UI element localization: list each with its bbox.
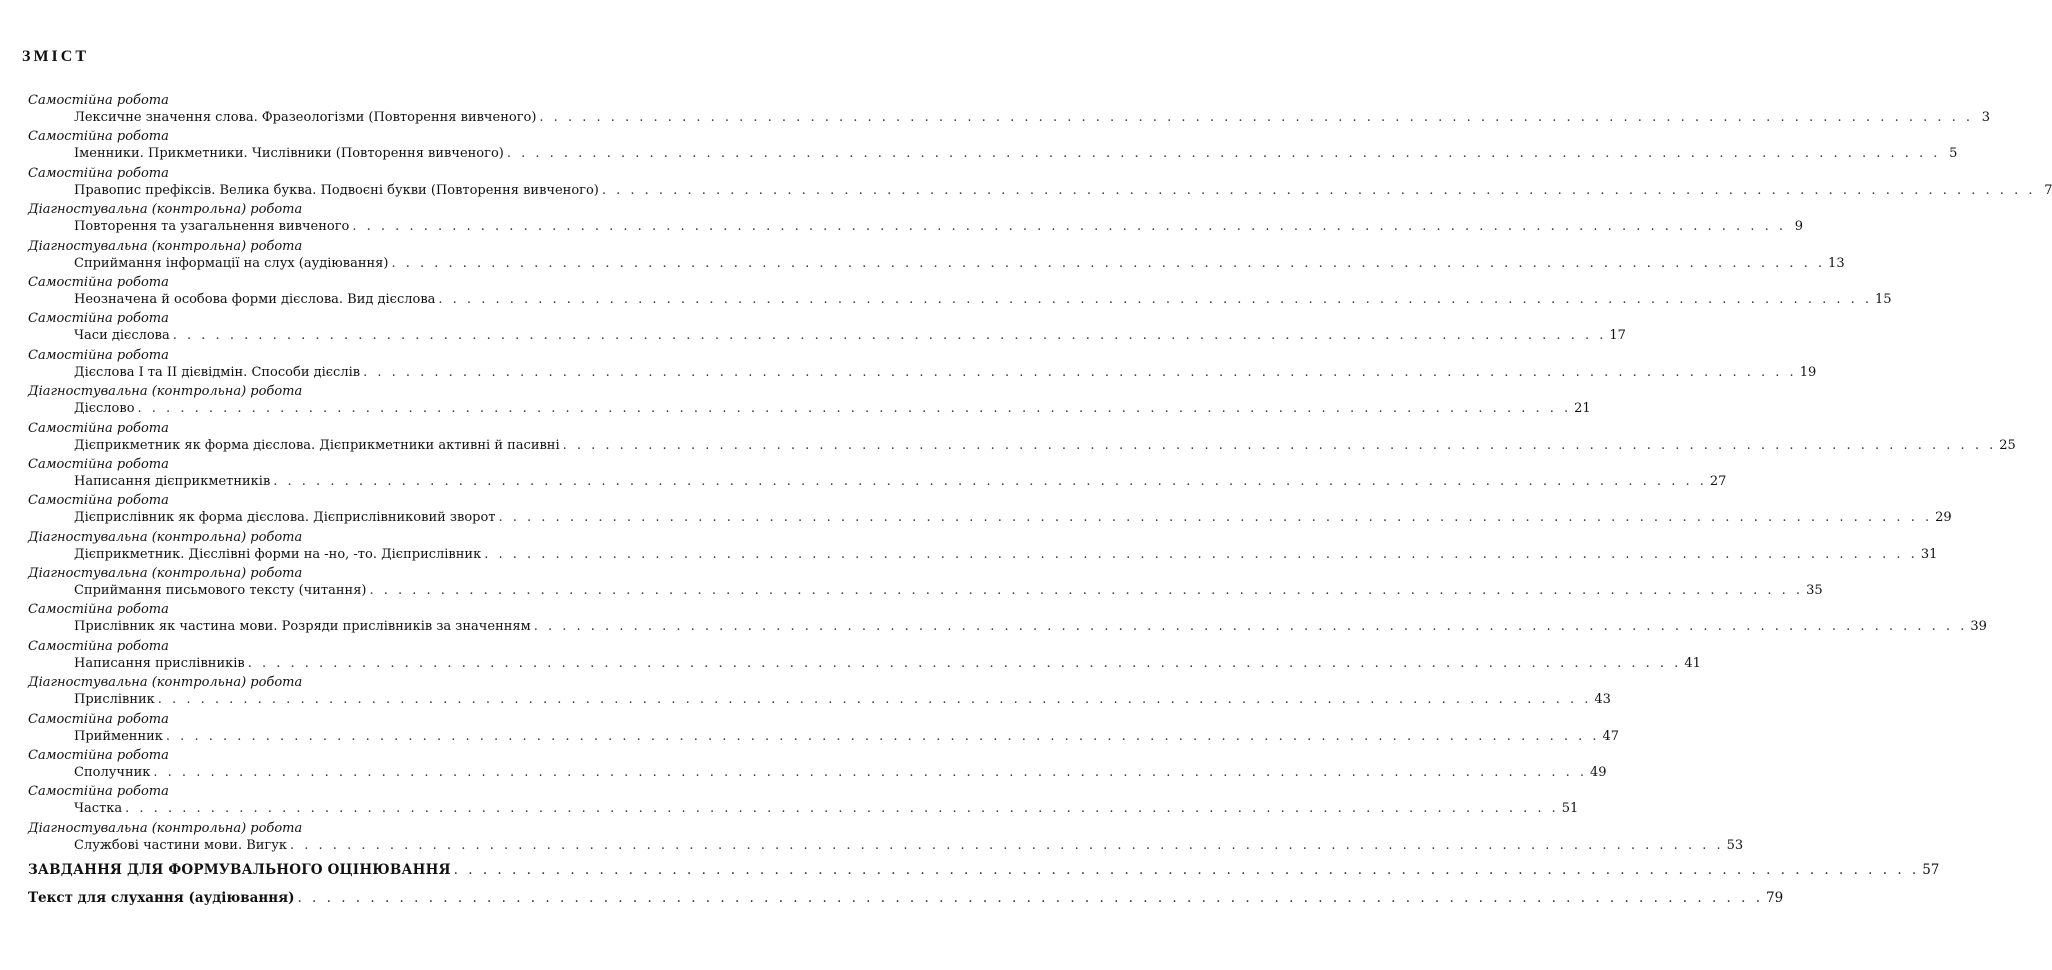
entry-title[interactable]: Часи дієслова [74, 328, 170, 344]
toc-entry [28, 238, 1845, 275]
entry-category: Самостійна робота [28, 493, 169, 509]
entry-title[interactable]: Частка [74, 801, 123, 817]
entry-category: Самостійна робота [28, 748, 169, 764]
dot-leader: . . . . . . . . . . . . . . . . . . . . . . . . . . . . . . . . . . . . . . . . . . . . . . . . . . . . . . . . . . . . . . . . . . . . . . . . . . . . . . . . . . . . . . . . . . . . . . . . . . . . . [369, 583, 1804, 599]
entry-category: Самостійна робота [28, 311, 169, 327]
entry-title[interactable]: Повторення та узагальнення вивченого [74, 219, 350, 235]
entry-page[interactable]: 29 [1935, 510, 1952, 526]
toc-entry [28, 638, 1701, 675]
dot-leader: . . . . . . . . . . . . . . . . . . . . . . . . . . . . . . . . . . . . . . . . . . . . . . . . . . . . . . . . . . . . . . . . . . . . . . . . . . . . . . . . . . . . . . . . . . . . . . . . . . . . . [137, 401, 1572, 417]
section-title[interactable]: ЗАВДАННЯ ДЛЯ ФОРМУВАЛЬНОГО ОЦІНЮВАННЯ [28, 862, 451, 879]
entry-page[interactable]: 19 [1799, 364, 1817, 380]
toc-entry [28, 602, 1987, 638]
page-title: ЗМІСТ [22, 48, 89, 65]
entry-category: Самостійна робота [28, 420, 169, 436]
toc-entry [28, 711, 1620, 748]
dot-leader: . . . . . . . . . . . . . . . . . . . . . . . . . . . . . . . . . . . . . . . . . . . . . . . . . . . . . . . . . . . . . . . . . . . . . . . . . . . . . . . . . . . . . . . . . . . . . . . . . . . . . [363, 364, 1797, 380]
entry-page[interactable]: 9 [1794, 219, 1803, 235]
entry-category: Діагностувальна (контрольна) робота [28, 238, 303, 254]
toc-entry [28, 675, 1611, 711]
entry-category: Самостійна робота [28, 784, 169, 800]
entry-category: Самостійна робота [28, 165, 169, 181]
entry-title[interactable]: Дієприкметник як форма дієслова. Дієприкметники активні й пасивні [74, 437, 560, 453]
dot-leader: . . . . . . . . . . . . . . . . . . . . . . . . . . . . . . . . . . . . . . . . . . . . . . . . . . . . . . . . . . . . . . . . . . . . . . . . . . . . . . . . . . . . . . . . . . . . . . . . . . . . . [539, 110, 1974, 125]
entry-category: Самостійна робота [28, 274, 169, 290]
dot-leader: . . . . . . . . . . . . . . . . . . . . . . . . . . . . . . . . . . . . . . . . . . . . . . . . . . . . . . . . . . . . . . . . . . . . . . . . . . . . . . . . . . . . . . . . . . . . . . . . . . . . . [484, 546, 1918, 562]
dot-leader: . . . . . . . . . . . . . . . . . . . . . . . . . . . . . . . . . . . . . . . . . . . . . . . . . . . . . . . . . . . . . . . . . . . . . . . . . . . . . . . . . . . . . . . . . . . . . . . . . . . . . [391, 255, 1826, 271]
toc-entry [28, 748, 1607, 784]
entry-page[interactable]: 7 [2044, 182, 2052, 198]
dot-leader: . . . . . . . . . . . . . . . . . . . . . . . . . . . . . . . . . . . . . . . . . . . . . . . . . . . . . . . . . . . . . . . . . . . . . . . . . . . . . . . . . . . . . . . . . . . . . . . . . . . . . [125, 801, 1559, 817]
entry-category: Самостійна робота [28, 602, 169, 618]
dot-leader: . . . . . . . . . . . . . . . . . . . . . . . . . . . . . . . . . . . . . . . . . . . . . . . . . . . . . . . . . . . . . . . . . . . . . . . . . . . . . . . . . . . . . . . . . . . . . . . . . . . . . [438, 291, 1873, 307]
dot-leader: . . . . . . . . . . . . . . . . . . . . . . . . . . . . . . . . . . . . . . . . . . . . . . . . . . . . . . . . . . . . . . . . . . . . . . . . . . . . . . . . . . . . . . . . . . . . . . . . . . . . . [157, 692, 1592, 708]
entry-page[interactable]: 31 [1920, 546, 1938, 562]
dot-leader: . . . . . . . . . . . . . . . . . . . . . . . . . . . . . . . . . . . . . . . . . . . . . . . . . . . . . . . . . . . . . . . . . . . . . . . . . . . . . . . . . . . . . . . . . . . . . . . . . . . . . [601, 182, 2036, 198]
entry-category: Самостійна робота [28, 347, 169, 363]
dot-leader: . . . . . . . . . . . . . . . . . . . . . . . . . . . . . . . . . . . . . . . . . . . . . . . . . . . . . . . . . . . . . . . . . . . . . . . . . . . . . . . . . . . . . . . . . . . . . . . . . . . . . [498, 510, 1933, 526]
entry-category: Діагностувальна (контрольна) робота [28, 202, 303, 218]
dot-leader: . . . . . . . . . . . . . . . . . . . . . . . . . . . . . . . . . . . . . . . . . . . . . . . . . . . . . . . . . . . . . . . . . . . . . . . . . . . . . . . . . . . . . . . . . . . . . . . . . . . . . [453, 862, 1920, 879]
toc-entry [28, 93, 1991, 129]
entry-category: Діагностувальна (контрольна) робота [28, 820, 303, 836]
entry-category: Самостійна робота [28, 129, 169, 145]
dot-leader: . . . . . . . . . . . . . . . . . . . . . . . . . . . . . . . . . . . . . . . . . . . . . . . . . . . . . . . . . . . . . . . . . . . . . . . . . . . . . . . . . . . . . . . . . . . . . . . . . . . . . [297, 890, 1764, 907]
entry-title[interactable]: Лексичне значення слова. Фразеологізми (Повторення вивченого) [74, 110, 537, 125]
entry-title[interactable]: Написання дієприкметників [74, 473, 271, 489]
dot-leader: . . . . . . . . . . . . . . . . . . . . . . . . . . . . . . . . . . . . . . . . . . . . . . . . . . . . . . . . . . . . . . . . . . . . . . . . . . . . . . . . . . . . . . . . . . . . . . . . . . . . . [165, 728, 1600, 744]
entry-page[interactable]: 41 [1684, 655, 1701, 671]
dot-leader: . . . . . . . . . . . . . . . . . . . . . . . . . . . . . . . . . . . . . . . . . . . . . . . . . . . . . . . . . . . . . . . . . . . . . . . . . . . . . . . . . . . . . . . . . . . . . . . . . . . . . [290, 837, 1724, 853]
toc-section-listening-text [28, 889, 1784, 913]
dot-leader: . . . . . . . . . . . . . . . . . . . . . . . . . . . . . . . . . . . . . . . . . . . . . . . . . . . . . . . . . . . . . . . . . . . . . . . . . . . . . . . . . . . . . . . . . . . . . . . . . . . . . [562, 437, 1997, 453]
toc-entry [28, 420, 2016, 457]
toc-section-formative [28, 861, 1940, 885]
dot-leader: . . . . . . . . . . . . . . . . . . . . . . . . . . . . . . . . . . . . . . . . . . . . . . . . . . . . . . . . . . . . . . . . . . . . . . . . . . . . . . . . . . . . . . . . . . . . . . . . . . . . . [153, 765, 1588, 781]
entry-title[interactable]: Дієприкметник. Дієслівні форми на -но, -то. Дієприслівник [74, 546, 482, 562]
entry-page[interactable]: 17 [1609, 328, 1626, 344]
entry-category: Діагностувальна (контрольна) робота [28, 566, 303, 582]
entry-title[interactable]: Неозначена й особова форми дієслова. Вид дієслова [74, 291, 436, 307]
entry-category: Самостійна робота [28, 93, 169, 108]
entry-page[interactable]: 39 [1970, 619, 1987, 635]
toc-entry [28, 274, 1892, 311]
entry-category: Діагностувальна (контрольна) робота [28, 529, 303, 545]
entry-title[interactable]: Сполучник [74, 765, 151, 781]
entry-page[interactable]: 25 [1999, 437, 2016, 453]
entry-title[interactable]: Службові частини мови. Вигук [74, 837, 288, 853]
dot-leader: . . . . . . . . . . . . . . . . . . . . . . . . . . . . . . . . . . . . . . . . . . . . . . . . . . . . . . . . . . . . . . . . . . . . . . . . . . . . . . . . . . . . . . . . . . . . . . . . . . . . . [247, 655, 1682, 671]
entry-page[interactable]: 47 [1602, 728, 1620, 744]
entry-title[interactable]: Сприймання інформації на слух (аудіювання) [74, 255, 389, 271]
toc-entry [28, 384, 1591, 420]
dot-leader: . . . . . . . . . . . . . . . . . . . . . . . . . . . . . . . . . . . . . . . . . . . . . . . . . . . . . . . . . . . . . . . . . . . . . . . . . . . . . . . . . . . . . . . . . . . . . . . . . . . . . [506, 146, 1941, 162]
entry-category: Самостійна робота [28, 711, 169, 727]
entry-title[interactable]: Написання прислівників [74, 655, 245, 671]
entry-page[interactable]: 35 [1806, 583, 1823, 599]
entry-category: Діагностувальна (контрольна) робота [28, 675, 303, 691]
entry-title[interactable]: Прийменник [74, 728, 163, 744]
dot-leader: . . . . . . . . . . . . . . . . . . . . . . . . . . . . . . . . . . . . . . . . . . . . . . . . . . . . . . . . . . . . . . . . . . . . . . . . . . . . . . . . . . . . . . . . . . . . . . . . . . . . . [172, 328, 1607, 344]
entry-page[interactable]: 49 [1590, 765, 1607, 781]
entry-page[interactable]: 51 [1561, 801, 1579, 817]
dot-leader: . . . . . . . . . . . . . . . . . . . . . . . . . . . . . . . . . . . . . . . . . . . . . . . . . . . . . . . . . . . . . . . . . . . . . . . . . . . . . . . . . . . . . . . . . . . . . . . . . . . . . [533, 619, 1968, 635]
entry-category: Діагностувальна (контрольна) робота [28, 384, 303, 400]
toc-entry [28, 165, 2052, 202]
toc-entry [28, 202, 1803, 238]
entry-page[interactable]: 53 [1726, 837, 1744, 853]
entry-title[interactable]: Прислівник [74, 692, 155, 708]
toc-entry [28, 311, 1626, 347]
section-page[interactable]: 57 [1922, 862, 1940, 879]
section-title[interactable]: Текст для слухання (аудіювання) [28, 890, 295, 907]
entry-title[interactable]: Прислівник як частина мови. Розряди прислівників за значенням [74, 619, 531, 635]
dot-leader: . . . . . . . . . . . . . . . . . . . . . . . . . . . . . . . . . . . . . . . . . . . . . . . . . . . . . . . . . . . . . . . . . . . . . . . . . . . . . . . . . . . . . . . . . . . . . . . . . . . . . [273, 473, 1707, 489]
entry-title[interactable]: Сприймання письмового тексту (читання) [74, 583, 367, 599]
entry-page[interactable]: 43 [1594, 692, 1611, 708]
entry-category: Самостійна робота [28, 638, 169, 654]
toc-entry [28, 529, 1938, 566]
dot-leader: . . . . . . . . . . . . . . . . . . . . . . . . . . . . . . . . . . . . . . . . . . . . . . . . . . . . . . . . . . . . . . . . . . . . . . . . . . . . . . . . . . . . . . . . . . . . . . . . . . . . . [352, 219, 1786, 235]
toc-entry [28, 456, 1727, 493]
toc-entry [28, 566, 1823, 602]
toc-entry [28, 129, 1958, 165]
entry-page[interactable]: 13 [1828, 255, 1845, 271]
toc-entry [28, 820, 1744, 857]
entry-title[interactable]: Дієслово [74, 401, 135, 417]
entry-page[interactable]: 21 [1574, 401, 1591, 417]
entry-page[interactable]: 27 [1709, 473, 1727, 489]
section-page[interactable]: 79 [1766, 890, 1784, 907]
table-of-contents [28, 93, 2052, 913]
entry-title[interactable]: Іменники. Прикметники. Числівники (Повторення вивченого) [74, 146, 504, 162]
entry-title[interactable]: Дієприслівник як форма дієслова. Дієприслівниковий зворот [74, 510, 496, 526]
entry-title[interactable]: Правопис префіксів. Велика буква. Подвоєні букви (Повторення вивченого) [74, 182, 599, 198]
entry-page[interactable]: 15 [1875, 291, 1892, 307]
entry-title[interactable]: Дієслова I та II дієвідмін. Способи дієслів [74, 364, 361, 380]
toc-entry [28, 347, 1817, 384]
toc-entry [28, 784, 1579, 820]
entry-category: Самостійна робота [28, 456, 169, 472]
entry-page[interactable]: 3 [1981, 110, 1991, 125]
toc-entry [28, 493, 1952, 529]
entry-page[interactable]: 5 [1949, 146, 1958, 162]
